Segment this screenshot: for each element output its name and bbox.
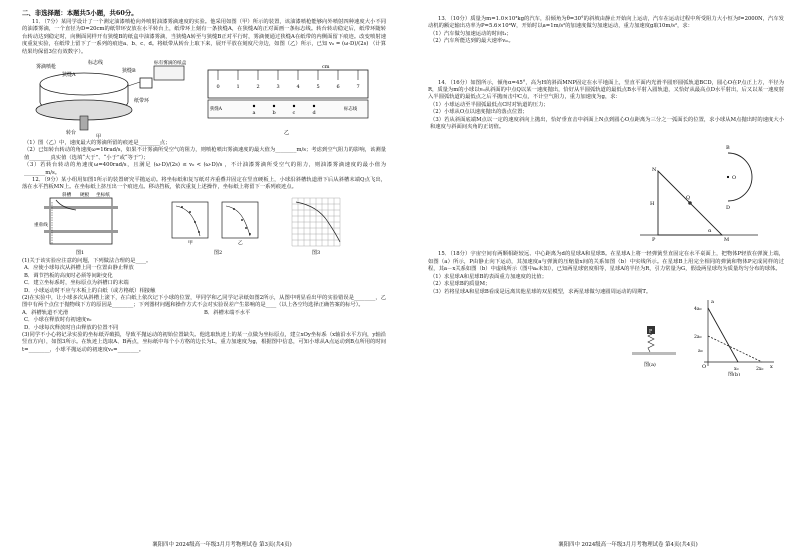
q13-text: 13．（10分）质量为m=1.0×10³kg的汽车，沿倾角为θ=30°的斜坡由静止开始向上运动，汽车在运动过程中所受阻力大小恒为f=2000N，汽车发动机的额定输出功率为P=5.6×10⁴W，开始时以a=1m/s²的加速度做匀加速运动，重力加速度g取10m/s²，求： (428, 16, 784, 30)
label-plumb: 重垂线 (34, 222, 48, 228)
exam-page-right (400, 0, 800, 554)
label-slitB: 狭缝B (122, 68, 136, 75)
q11-text: 11．（7分）某同学设计了一个测定油漆喷枪向外喷射油漆雾滴速度的实验。他采用如图（甲）所示的装置，该油漆喷枪能够向外喷射四种速度大小不同的油漆雾滴，一个直径为D=20cm的纸带环安放在水平转台上，纸带环上刻有一条狭缝A，在狭缝A的正对面画一条标志线。转台转动稳定后，纸带环随转台转动达到稳定时，向侧面同样开有狭缝B的纸盒中油漆雾滴，当狭缝A转至与狭缝B正对平行时，雾滴便通过狭缝A在纸带的内侧面留下痕迹。改变喷射速度重复实验，在纸带上留下了一系列的痕迹a、b、c、d。将纸带从转台上取下来，展开平放在刻度尺旁边，如图（乙）所示，已知 v₀ = (ω·D)/(2s) （计算结果均保留3位有效数字）。 (22, 19, 386, 55)
trace-point (273, 105, 275, 107)
ruler-tick-label: 3 (276, 84, 280, 91)
axis-a-label: a (711, 298, 714, 305)
caption-fig1: 图1 (76, 249, 85, 256)
baffle-top (44, 206, 118, 209)
q12-opt-intro: (1)关于该实验应注意的问题，下列做法合理的是____。 (22, 257, 152, 264)
label-cm: cm (322, 64, 330, 71)
paper-ring-top (40, 73, 128, 95)
trace-point-label: d (312, 110, 316, 117)
footer-right: 襄阳四中 2024级高一年级3月月考物理试卷 第4页(共4页) (558, 542, 698, 548)
q12-sub2: (2)在实验中，让小球多次从斜槽上滚下，在白纸上依次记下小球的位置，甲同学和乙同学记录纸如图2所示，从图中明显看出甲的实验错误是________，乙图中有两个点位于抛物线下方的原因是________；下列器材问题和操作方式不会对实验误差产生影响的是____（以上各空均选择正确答案的标号）。 (22, 294, 386, 309)
ball-q (688, 202, 692, 206)
q13-sub2: （2）汽车所能达到的最大速率vₘ。 (430, 38, 514, 45)
trace-point-label: b (272, 110, 276, 117)
q15-svg (428, 296, 784, 376)
ruler-tick-label: 0 (216, 84, 220, 91)
grid-paper (292, 198, 340, 246)
label-mark2: 标志线 (344, 107, 358, 113)
q12-opt2A: A．斜槽轨道不光滑 (22, 309, 69, 316)
q12-opt2C: C．小球在释放时有初速度v₀ (24, 317, 92, 324)
label-board: 硬板 (80, 192, 90, 198)
label-p: P (652, 237, 656, 244)
q11-sub1: （1）图（乙）中，速度最大的雾滴所留的痕迹是________点； (24, 140, 171, 147)
q14-sub2: （2）小球从O点以速度抛出的落点位置； (430, 109, 528, 116)
spring (648, 334, 654, 352)
label-yi: 乙 (238, 240, 243, 246)
q11-figure (22, 56, 386, 140)
section-title: 二、非选择题：本题共5小题，共60分。 (22, 9, 138, 17)
ruler-tick-label: 4 (296, 84, 300, 91)
caption-jia: 甲 (96, 134, 102, 141)
label-spray: 雾滴喷枪 (36, 64, 57, 71)
q14-text: 14．（16分）如图所示，倾角α=45°，高为H的斜面MNP固定在水平地面上，竖直平面内光滑半圆形圆弧轨道BCD，圆心O在P点正上方，半径为R，质量为m的小球以v₀从斜面的中点Q以某一速度抛出，恰好从半圆弧轨道的最低点B水平射入圆轨道，又恰好从最高点D水平射出，后又以某一速度射入半圆弧轨道的最低点之后平抛而击中C点，不计空气阻力，重力加速度为g，求： (428, 79, 784, 101)
trace-point-label: a (252, 110, 256, 117)
ruler-tick-label: 2 (256, 84, 260, 91)
tick-2x0: 2x₀ (756, 366, 764, 372)
label-p: P (649, 329, 653, 335)
tick-2a0: 2a₀ (694, 334, 702, 340)
q12-optC: C．建立坐标系时，坐标原点为斜槽口的末端 (24, 280, 129, 287)
board (50, 198, 112, 244)
label-turntable: 转台 (66, 130, 77, 137)
q12-opt2D: D．小球每次释放时自由释放的位置不同 (24, 324, 119, 331)
q11-apparatus-svg (22, 56, 386, 140)
label-mark: 标志线 (88, 60, 104, 67)
q12-optD: D．小球运动时不应与木板上的白纸（或方格纸）相接触 (24, 287, 156, 294)
q12-text: 12．（9分）某小组用如图1所示的装置研究平抛运动。将坐标纸和复写纸对齐重叠并固定在竖直硬板上，小球沿斜槽轨道滑下后从斜槽末端Q点飞出，落在水平挡板MN上。在坐标纸上挤压出一个痕迹点。移动挡板，依次重复上述操作，坐标纸上将留下一系列痕迹点。 (22, 177, 386, 191)
q13-sub1: （1）汽车做匀加速运动的时间t₁； (430, 30, 512, 37)
center-o (727, 176, 729, 178)
ruler-tick-label: 1 (236, 84, 240, 91)
trace-point (293, 105, 295, 107)
tick-a0: a₀ (698, 348, 703, 354)
caption-a: 图(a) (644, 361, 656, 368)
q14-figure (428, 131, 784, 251)
ruler-tick-label: 5 (316, 84, 320, 91)
axis-x-label: x (770, 363, 773, 370)
turntable-axis (80, 116, 88, 130)
label-h: H (650, 201, 655, 208)
caption-b: 图(b) (728, 371, 741, 376)
label-d: D (726, 205, 731, 212)
q14-sub1: （1）小球运动至半圆弧最低点C时对轨道的压力； (430, 101, 549, 108)
trace-point (253, 105, 255, 107)
q15-text: 15．（18分）宇宙空间有两颗相距较远、中心距离为d的星球A和星球B。在星球A上将一轻弹簧竖直固定在水平桌面上，把物体P轻放在弹簧上端，如图（a）所示，P由静止向下运动，其加速度a与弹簧的压缩量x间的关系如图（b）中实线所示。在星球B上用完全相同的弹簧和物体P完成同样的过程，其a－x关系如图（b）中虚线所示（图中a₀未知），已知两星球密度相等，星球A的半径为R，引力常量为G，假设两星球均为质量均匀分布的球体。 (428, 251, 784, 273)
label-m: M (724, 237, 730, 244)
paper-box (154, 66, 184, 80)
q11-sub3: （3）若转台转动的角速度ω=400rad/s，且满足 (ω·D)/(2s) ≤ v₀ < (ω·D)/s ，不计油漆雾滴所受空气的阻力，则油漆雾滴速度的最小值为________m/s。 (24, 162, 386, 176)
trace-point-label: c (292, 110, 296, 117)
q12-optB: B．调节挡板的高度时必须等间距变化 (24, 272, 113, 279)
q15-sub1: （1）求星球A和星球B的表面重力加速度的比值； (430, 273, 548, 280)
line-a (708, 308, 738, 362)
record-yi (222, 202, 258, 238)
axis-origin: O (702, 363, 707, 370)
line-b (708, 336, 762, 362)
q12-opts2-row1 (22, 310, 386, 317)
table-top (632, 352, 676, 355)
label-alpha: α (708, 228, 712, 235)
trace-point (313, 105, 315, 107)
label-box: 标有雾滴的纸盒 (154, 61, 187, 67)
label-b: B (726, 145, 730, 152)
q12-figures-svg (22, 192, 386, 258)
q12-sub3: (3)同学不小心将记录实验的坐标纸弄破损，导致平抛运动的初始位置缺失。他选取轨迹上的某一点做为坐标原点，建立xOy坐标系（x轴沿水平方向，y轴沿竖直方向），如图3所示。在轨迹上选取A、B两点，坐标纸中每个小方格的边长为L，重力加速度为g，根据图中信息，可知小球从A点运动到B点所用的时间t=________，小球平抛运动的初速度v₀=________。 (22, 331, 386, 353)
label-chute: 斜槽 (62, 192, 72, 198)
footer-left: 襄阳四中 2024级高一年级3月月考物理试卷 第3页(共4页) (152, 542, 292, 548)
q12-figure (22, 192, 386, 258)
ruler-body (208, 70, 368, 98)
baffle-bottom (44, 230, 118, 233)
caption-yi: 乙 (284, 130, 290, 137)
q14-sub3: （3）若从斜面底端M点以一定的速度斜向上抛出，恰好垂直击中斜面上N点到圆心O点距离为三分之一弧面长的位置，求小球从M点抛出时的速度大小和速度与斜面间夹角的正切值。 (430, 116, 784, 131)
ruler-tick-label: 7 (356, 84, 360, 91)
q12-opt2B: B．斜槽末端不水平 (204, 309, 251, 316)
label-jia: 甲 (188, 240, 193, 246)
q15-figure (428, 296, 784, 376)
q12-optA: A．应使小球每次从斜槽上同一位置由静止释放 (24, 265, 134, 272)
label-n: N (652, 167, 657, 174)
q15-sub2: （2）求星球B的质量M； (430, 281, 491, 288)
label-slitA: 狭缝A (62, 72, 76, 79)
spray-gun (140, 78, 152, 88)
ruler-tick-label: 6 (336, 84, 340, 91)
q15-sub3: （3）若将星球A和星球B看成是远离其他星球的双星模型，求两星球做匀速圆周运动的周期T。 (430, 288, 652, 295)
label-coord-paper: 坐标纸 (96, 192, 110, 198)
tick-x0: x₀ (734, 366, 739, 372)
tick-4a0: 4a₀ (694, 306, 702, 312)
label-paper: 纸带环 (134, 98, 150, 105)
label-q: Q (686, 195, 691, 202)
caption-fig3: 图3 (312, 249, 321, 256)
label-o: O (732, 175, 737, 182)
q14-svg (428, 131, 784, 251)
caption-fig2: 图2 (214, 249, 223, 256)
record-jia (172, 202, 208, 238)
q11-sub2: （2）已知转台转动的角速度ω=16rad/s，如果不计雾滴所受空气的阻力，则喷枪喷出雾滴速度的最大值为________m/s；考虑到空气阻力的影响，该测量值________真实值（选填“大于”、“小于”或“等于”）； (24, 147, 386, 161)
label-slitA2: 狭缝A (210, 107, 222, 113)
